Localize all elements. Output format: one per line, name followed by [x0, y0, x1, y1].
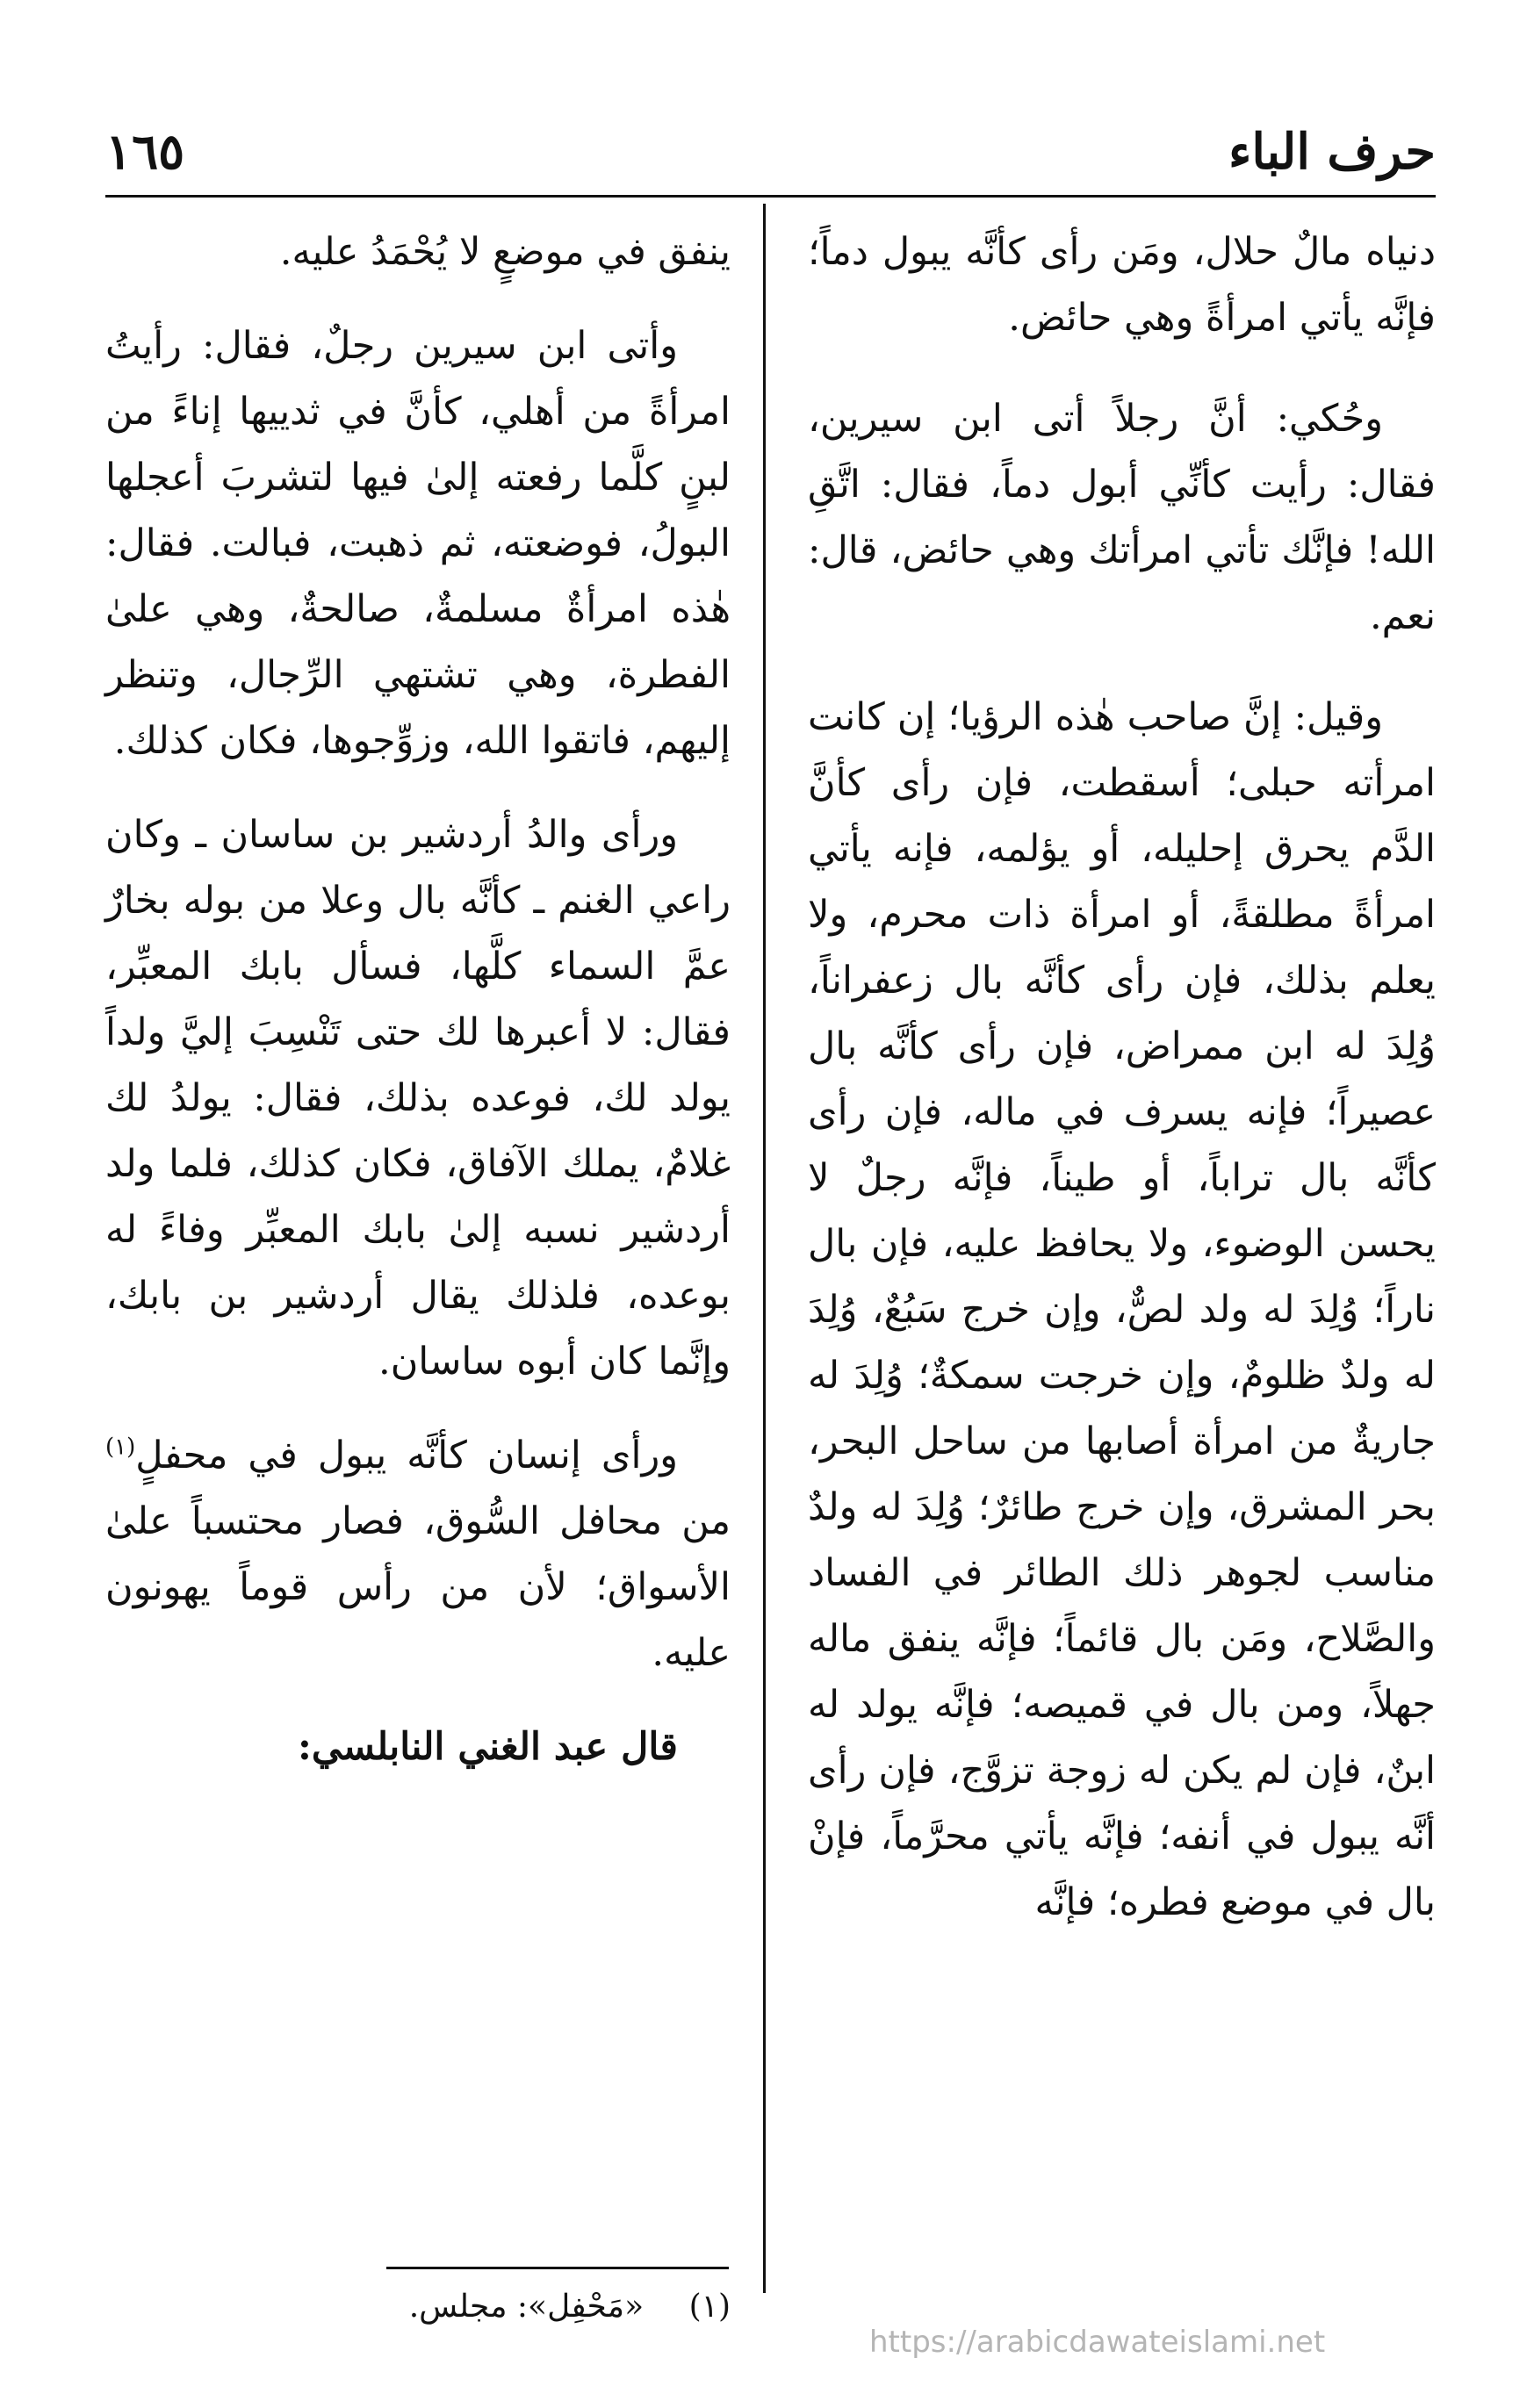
paragraph: ورأى والدُ أردشير بن ساسان ـ وكان راعي الغنم ـ كأنَّه بال وعلا من بوله بخارٌ عمَّ السماء كلَّها، فسأل بابك المعبِّر، فقال: لا أعبرها لك حتى تَنْسِبَ إليَّ ولداً يولد لك، فوعده بذلك، فقال: يولدُ لك غلامٌ، يملك الآفاق، فكان كذلك، فلما ولد أردشير نسبه إلىٰ بابك المعبِّر وفاءً له بوعده، فلذلك يقال أردشير بن بابك، وإنَّما كان أبوه ساسان.: [105, 813, 731, 1384]
page-number: ١٦٥: [105, 123, 185, 181]
paragraph: ينفق في موضعٍ لا يُحْمَدُ عليه.: [279, 230, 731, 274]
paragraph: وأتى ابن سيرين رجلٌ، فقال: رأيتُ امرأةً من أهلي، كأنَّ في ثدييها إناءً من لبنٍ كلَّما رفعته إلىٰ فيها لتشربَ أعجلها البولُ، فوضعته، ثم ذهبت، فبالت. فقال: هٰذه امرأةٌ مسلمةٌ، صالحةٌ، وهي علىٰ الفطرة، وهي تشتهي الرِّجال، وتنظر إليهم، فاتقوا الله، وزوِّجوها، فكان كذلك.: [105, 324, 731, 763]
footnote-reference[interactable]: (١): [105, 1434, 136, 1461]
running-title: حرف الباء: [1228, 123, 1436, 181]
footnote: [105, 2281, 731, 2333]
column-divider: [763, 204, 766, 2293]
header-rule: [105, 195, 1436, 198]
paragraph: وحُكي: أنَّ رجلاً أتى ابن سيرين، فقال: رأيت كأنِّي أبول دماً، فقال: اتَّقِ الله! فإنَّك تأتي امرأتك وهي حائض، قال: نعم.: [808, 397, 1436, 638]
footnote-rule: [386, 2267, 729, 2269]
footnote-number: (١): [688, 2289, 731, 2325]
paragraph: دنياه مالٌ حلال، ومَن رأى كأنَّه يبول دماً؛ فإنَّه يأتي امرأةً وهي حائض.: [808, 230, 1436, 340]
paragraph-text: من محافل السُّوق، فصار محتسباً علىٰ الأسواق؛ لأن من رأس قوماً يهونون عليه.: [105, 1499, 731, 1675]
paragraph-text: ورأى إنسان كأنَّه يبول في محفلٍ: [135, 1434, 678, 1477]
page-header: [105, 114, 1436, 193]
paragraph: وقيل: إنَّ صاحب هٰذه الرؤيا؛ إن كانت امرأته حبلى؛ أسقطت، فإن رأى كأنَّ الدَّم يحرق إحليله، أو يؤلمه، فإنه يأتي امرأةً مطلقةً، أو امرأة ذات محرم، ولا يعلم بذلك، فإن رأى كأنَّه بال زعفراناً، وُلِدَ له ابن ممراض، فإن رأى كأنَّه بال عصيراً؛ فإنه يسرف في ماله، فإن رأى كأنَّه بال تراباً، أو طيناً، فإنَّه رجلٌ لا يحسن الوضوء، ولا يحافظ عليه، فإن بال ناراً؛ وُلِدَ له ولد لصٌّ، وإن خرج سَبُعٌ، وُلِدَ له ولدٌ ظلومٌ، وإن خرجت سمكةٌ؛ وُلِدَ له جاريةٌ من امرأة أصابها من ساحل البحر، بحر المشرق، وإن خرج طائرٌ؛ وُلِدَ له ولدٌ مناسب لجوهر ذلك الطائر في الفساد والصَّلاح، ومَن بال قائماً؛ فإنَّه ينفق ماله جهلاً، ومن بال في قميصه؛ فإنَّه يولد له ابنٌ، فإن لم يكن له زوجة تزوَّج، فإن رأى أنَّه يبول في أنفه؛ فإنَّه يأتي محرَّماً، فإنْ بال في موضع فطره؛ فإنَّه: [808, 695, 1436, 1924]
right-column: [808, 219, 1436, 1964]
footnote-text: «مَحْفِل»: مجلس.: [408, 2289, 645, 2325]
section-heading: قال عبد الغني النابلسي:: [297, 1725, 678, 1769]
watermark-url: https://arabicdawateislami.net: [869, 2325, 1326, 2360]
left-column: [105, 219, 731, 1808]
paragraph: [105, 1423, 731, 1686]
